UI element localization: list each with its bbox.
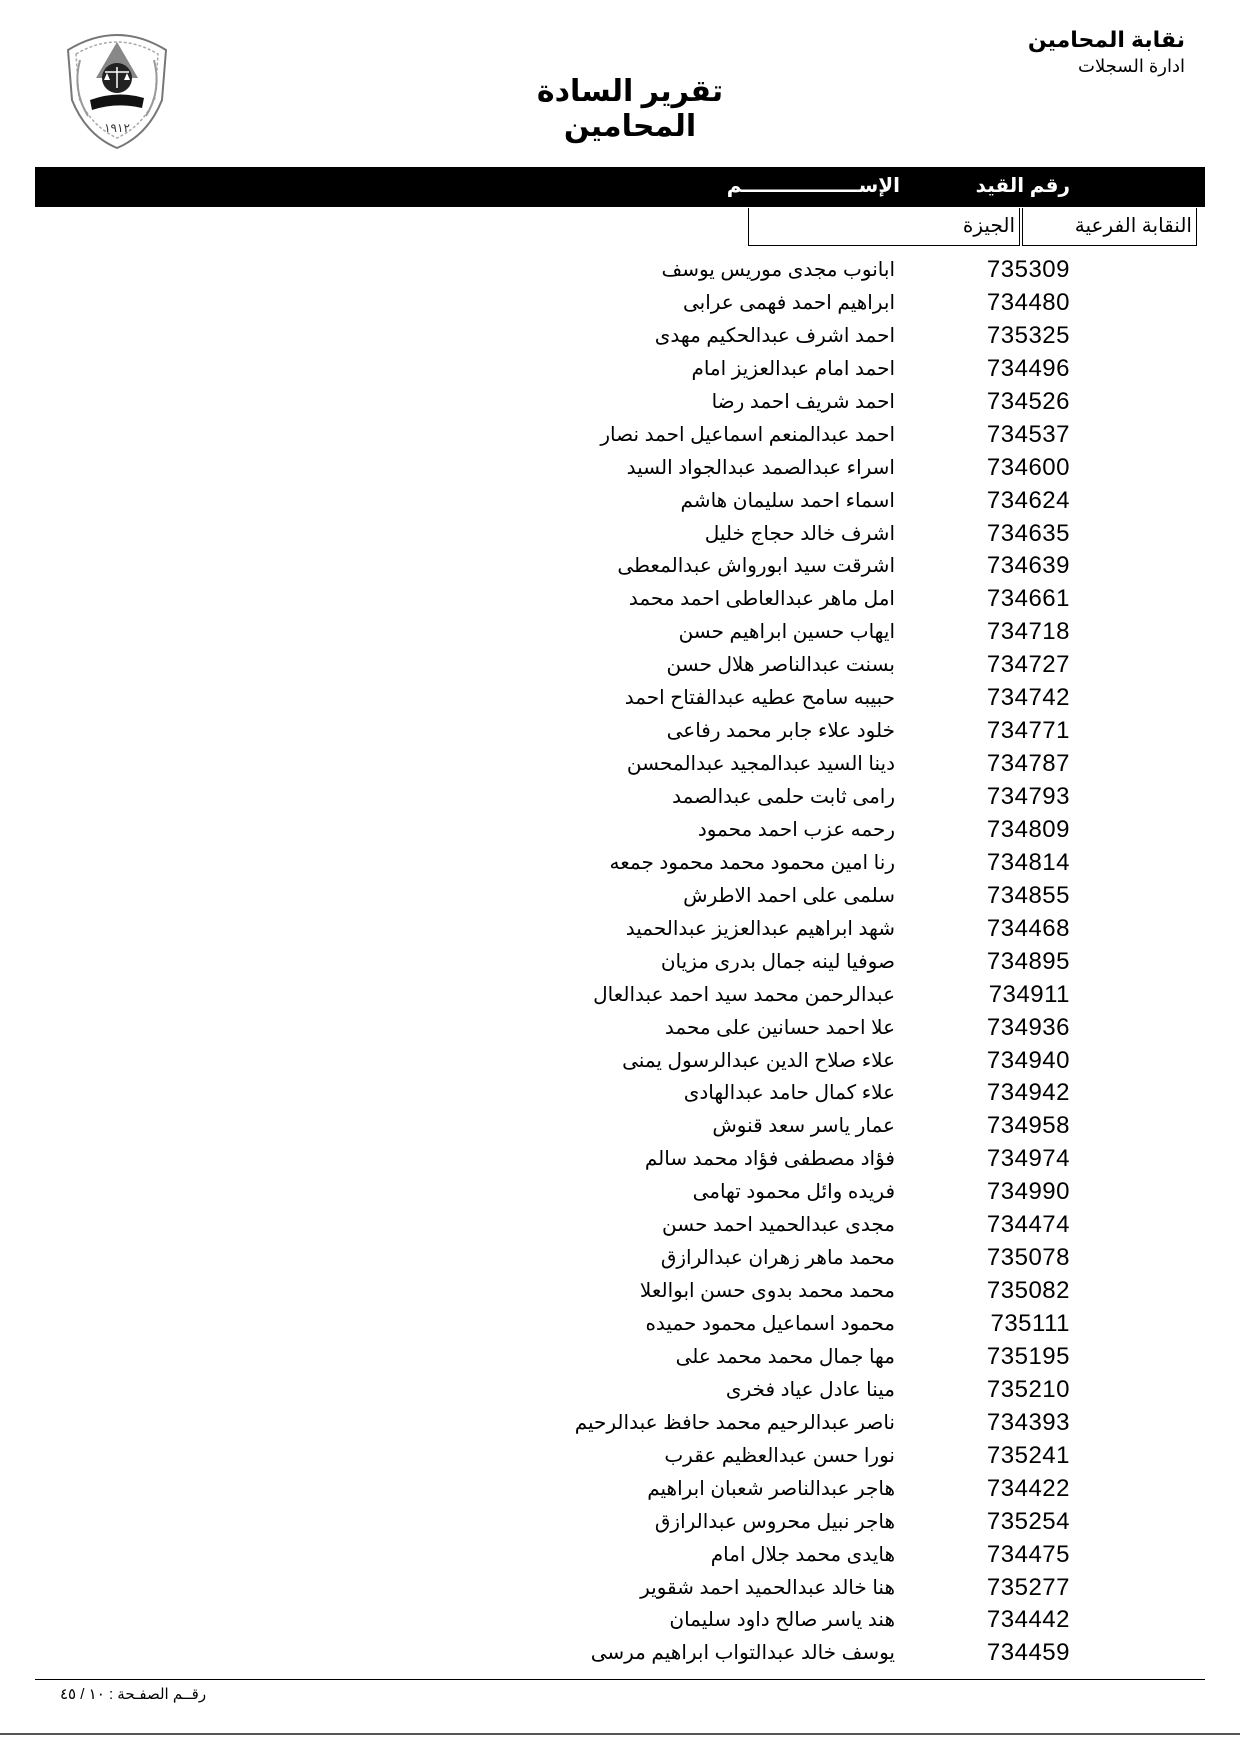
- lawyer-name: رامى ثابت حلمى عبدالصمد: [672, 786, 895, 808]
- registration-number: 734940: [986, 1046, 1070, 1074]
- report-title: تقرير السادة المحامين: [536, 75, 724, 143]
- table-row: [0, 1438, 1240, 1471]
- registration-number: 734911: [988, 980, 1070, 1008]
- lawyer-name: ناصر عبدالرحيم محمد حافظ عبدالرحيم: [574, 1411, 895, 1434]
- column-header-registration-number: رقم القيد: [975, 175, 1070, 197]
- registration-number: 734936: [986, 1013, 1070, 1041]
- lawyer-name: عمار ياسر سعد قنوش: [712, 1115, 895, 1138]
- lawyer-name: نورا حسن عبدالعظيم عقرب: [664, 1444, 895, 1467]
- lawyer-name: عبدالرحمن محمد سيد احمد عبدالعال: [593, 983, 895, 1006]
- table-row: [0, 516, 1240, 549]
- page-current: ١٠: [88, 1686, 105, 1703]
- lawyer-name: صوفيا لينه جمال بدرى مزيان: [660, 950, 895, 973]
- registration-number: 734475: [986, 1540, 1070, 1568]
- registration-number: 734624: [986, 486, 1070, 514]
- registration-number: 734496: [986, 354, 1070, 382]
- registration-number: 734480: [986, 288, 1070, 316]
- table-row: [0, 318, 1240, 351]
- footer-divider: [35, 1679, 1205, 1680]
- lawyer-name: بسنت عبدالناصر هلال حسن: [666, 654, 895, 677]
- registration-number: 735325: [986, 321, 1070, 349]
- table-row: [0, 1537, 1240, 1570]
- lawyer-name: اشرف خالد حجاج خليل: [704, 522, 895, 545]
- lawyer-name: هند ياسر صالح داود سليمان: [669, 1609, 895, 1632]
- lawyer-name: مها جمال محمد محمد على: [675, 1345, 895, 1368]
- lawyer-name: محمد ماهر زهران عبدالرازق: [660, 1247, 895, 1270]
- lawyers-table-body: [0, 252, 1240, 1668]
- lawyer-name: ابانوب مجدى موريس يوسف: [661, 259, 895, 281]
- table-row: [0, 911, 1240, 944]
- lawyer-name: هاجر نبيل محروس عبدالرازق: [654, 1510, 895, 1533]
- registration-number: 734459: [986, 1639, 1070, 1667]
- page-number: [60, 1685, 206, 1703]
- registration-number: 734639: [986, 552, 1070, 580]
- lawyer-name: احمد شريف احمد رضا: [711, 390, 895, 413]
- table-row: [0, 1504, 1240, 1537]
- registration-number: 735241: [986, 1441, 1070, 1469]
- registration-number: 734474: [986, 1211, 1070, 1239]
- registration-number: 734727: [986, 651, 1070, 679]
- registration-number: 735195: [986, 1342, 1070, 1370]
- table-row: [0, 450, 1240, 483]
- registration-number: 734442: [986, 1606, 1070, 1634]
- registration-number: 735082: [986, 1277, 1070, 1305]
- lawyer-name: اسماء احمد سليمان هاشم: [680, 489, 895, 512]
- table-row: [0, 746, 1240, 779]
- page-total: ٤٥: [60, 1686, 77, 1703]
- lawyer-name: خلود علاء جابر محمد رفاعى: [666, 720, 895, 743]
- registration-number: 735111: [990, 1310, 1070, 1337]
- lawyer-name: امل ماهر عبدالعاطى احمد محمد: [628, 588, 895, 611]
- table-row: [0, 548, 1240, 581]
- lawyer-name: هاجر عبدالناصر شعبان ابراهيم: [647, 1477, 895, 1500]
- lawyer-name: محمد محمد بدوى حسن ابوالعلا: [639, 1280, 895, 1303]
- registration-number: 734718: [986, 618, 1070, 646]
- lawyer-name: احمد عبدالمنعم اسماعيل احمد نصار: [600, 423, 895, 446]
- table-row: [0, 812, 1240, 845]
- registration-number: 734537: [986, 420, 1070, 448]
- table-row: [0, 779, 1240, 812]
- table-row: [0, 1240, 1240, 1273]
- registration-number: 734635: [986, 519, 1070, 547]
- column-header-name: الإســـــــــــــــــم: [726, 175, 900, 197]
- table-row: [0, 680, 1240, 713]
- registration-number: 734809: [986, 815, 1070, 843]
- lawyer-name: فريده وائل محمود تهامى: [692, 1181, 895, 1204]
- lawyer-name: ايهاب حسين ابراهيم حسن: [678, 621, 895, 644]
- registration-number: 734814: [986, 848, 1070, 876]
- table-row: [0, 285, 1240, 318]
- lawyer-name: فؤاد مصطفى فؤاد محمد سالم: [644, 1148, 895, 1171]
- lawyer-name: هنا خالد عبدالحميد احمد شقوير: [640, 1576, 895, 1599]
- table-row: [0, 384, 1240, 417]
- table-row: [0, 1207, 1240, 1240]
- lawyer-name: علا احمد حسانين على محمد: [664, 1016, 895, 1039]
- table-row: [0, 1043, 1240, 1076]
- registration-number: 734661: [986, 585, 1070, 613]
- organization-name: نقابة المحامين: [1027, 27, 1185, 52]
- registration-number: 735309: [986, 256, 1070, 283]
- table-row: [0, 581, 1240, 614]
- registration-number: 734742: [986, 684, 1070, 712]
- lawyer-name: يوسف خالد عبدالتواب ابراهيم مرسى: [590, 1642, 895, 1665]
- table-row: [0, 878, 1240, 911]
- svg-text:١٩١٢: ١٩١٢: [104, 121, 130, 135]
- table-row: [0, 1174, 1240, 1207]
- lawyer-name: محمود اسماعيل محمود حميده: [645, 1313, 895, 1335]
- lawyer-name: مجدى عبدالحميد احمد حسن: [662, 1214, 895, 1237]
- lawyer-name: مينا عادل عياد فخرى: [725, 1378, 895, 1401]
- registration-number: 734793: [986, 783, 1070, 810]
- registration-number: 735210: [986, 1375, 1070, 1403]
- lawyer-name: اشرقت سيد ابورواش عبدالمعطى: [617, 555, 895, 578]
- registration-number: 734787: [986, 750, 1070, 778]
- lawyer-name: هايدى محمد جلال امام: [710, 1543, 895, 1566]
- table-row: [0, 1372, 1240, 1405]
- table-row: [0, 252, 1240, 285]
- lawyer-name: احمد اشرف عبدالحكيم مهدى: [654, 324, 895, 347]
- registration-number: 734942: [986, 1079, 1070, 1107]
- table-header-bar: [35, 167, 1205, 207]
- lawyer-name: ابراهيم احمد فهمى عرابى: [682, 291, 895, 314]
- table-row: [0, 1471, 1240, 1504]
- lawyer-name: شهد ابراهيم عبدالعزيز عبدالحميد: [625, 917, 895, 940]
- table-row: [0, 1306, 1240, 1339]
- table-row: [0, 614, 1240, 647]
- table-row: [0, 1075, 1240, 1108]
- table-row: [0, 713, 1240, 746]
- lawyer-name: سلمى على احمد الاطرش: [683, 884, 895, 907]
- registration-number: 735277: [986, 1573, 1070, 1601]
- registration-number: 734526: [986, 387, 1070, 415]
- registration-number: 734600: [986, 453, 1070, 481]
- table-row: [0, 845, 1240, 878]
- branch-value-cell: الجيزة: [748, 208, 1020, 246]
- page-separator: /: [80, 1686, 85, 1703]
- registration-number: 734855: [986, 881, 1070, 909]
- lawyer-name: احمد امام عبدالعزيز امام: [691, 357, 895, 380]
- lawyer-name: رحمه عزب احمد محمود: [697, 818, 895, 841]
- table-row: [0, 483, 1240, 516]
- scales-of-justice-emblem-icon: [58, 20, 176, 152]
- table-row: [0, 351, 1240, 384]
- registration-number: 734958: [986, 1112, 1070, 1140]
- registration-number: 734393: [986, 1408, 1070, 1436]
- table-row: [0, 1108, 1240, 1141]
- lawyer-name: علاء كمال حامد عبدالهادى: [683, 1082, 895, 1105]
- table-row: [0, 944, 1240, 977]
- table-row: [0, 1602, 1240, 1635]
- registration-number: 734895: [986, 947, 1070, 975]
- table-row: [0, 977, 1240, 1010]
- table-row: [0, 417, 1240, 450]
- table-row: [0, 647, 1240, 680]
- organization-block: [1028, 26, 1185, 78]
- table-row: [0, 1010, 1240, 1043]
- registration-number: 734974: [986, 1145, 1070, 1173]
- lawyer-name: علاء صلاح الدين عبدالرسول يمنى: [622, 1049, 895, 1072]
- lawyer-name: دينا السيد عبدالمجيد عبدالمحسن: [626, 753, 895, 776]
- lawyer-name: رنا امين محمود محمد محمود جمعه: [609, 851, 895, 874]
- registration-number: 734990: [986, 1178, 1070, 1206]
- table-row: [0, 1635, 1240, 1668]
- lawyer-name: اسراء عبدالصمد عبدالجواد السيد: [626, 456, 895, 479]
- page-bottom-border: [0, 1733, 1240, 1735]
- branch-label-cell: النقابة الفرعية: [1022, 208, 1197, 246]
- registration-number: 734422: [986, 1474, 1070, 1502]
- table-row: [0, 1570, 1240, 1603]
- table-row: [0, 1339, 1240, 1372]
- table-row: [0, 1141, 1240, 1174]
- registration-number: 734468: [986, 914, 1070, 942]
- bar-association-logo: [58, 20, 176, 152]
- table-row: [0, 1273, 1240, 1306]
- department-name: ادارة السجلات: [1078, 56, 1185, 76]
- registration-number: 735078: [986, 1244, 1070, 1272]
- lawyer-name: حبيبه سامح عطيه عبدالفتاح احمد: [624, 687, 895, 710]
- table-row: [0, 1405, 1240, 1438]
- registration-number: 734771: [986, 717, 1070, 745]
- registration-number: 735254: [986, 1507, 1070, 1535]
- page-number-label: رقــم الصفـحة :: [108, 1686, 207, 1703]
